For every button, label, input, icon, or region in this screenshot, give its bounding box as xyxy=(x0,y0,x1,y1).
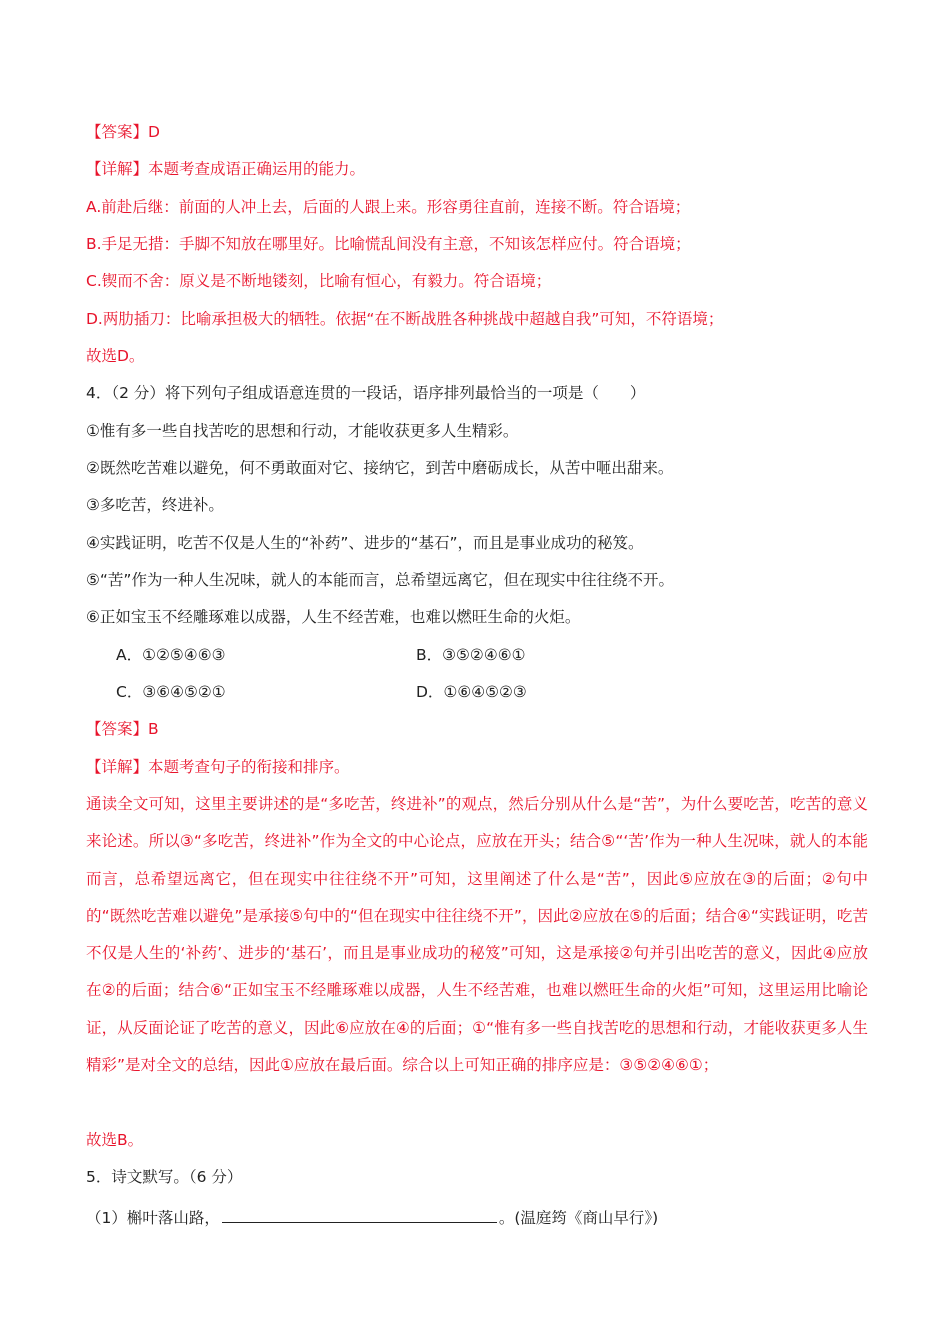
choice-text: ③⑥④⑤②① xyxy=(142,683,226,701)
q3-option-a: A.前赴后继：前面的人冲上去，后面的人跟上来。形容勇往直前，连接不断。符合语境； xyxy=(86,198,691,216)
q5-item-1 xyxy=(86,1204,658,1229)
q4-conclusion: 故选B。 xyxy=(86,1131,144,1149)
q4-sentence-2: ②既然吃苦难以避免，何不勇敢面对它、接纳它，到苦中磨砺成长，从苦中咂出甜来。 xyxy=(86,459,674,477)
q4-stem: 4．（2 分）将下列句子组成语意连贯的一段话，语序排列最恰当的一项是（ ） xyxy=(86,384,646,402)
q4-sentence-4: ④实践证明，吃苦不仅是人生的“补药”、进步的“基石”，而且是事业成功的秘笈。 xyxy=(86,534,644,552)
q3-detail: 【详解】本题考查成语正确运用的能力。 xyxy=(86,160,366,178)
q4-detail: 【详解】本题考查句子的衔接和排序。 xyxy=(86,758,350,776)
q4-answer: 【答案】B xyxy=(86,720,159,738)
q3-answer: 【答案】D xyxy=(86,123,160,141)
q4-sentence-1: ①惟有多一些自找苦吃的思想和行动，才能收获更多人生精彩。 xyxy=(86,422,519,440)
q4-choice-d[interactable] xyxy=(416,681,527,703)
q4-explanation: 通读全文可知，这里主要讲述的是“多吃苦，终进补”的观点，然后分别从什么是“苦”，为什么要吃苦，吃苦的意义来论述。所以③“多吃苦，终进补”作为全文的中心论点，应放在开头；结合⑤“‘苦’作为一种人生况味，就人的本能而言，总希望远离它，但在现实中往往绕不开”可知，这里阐述了什么是“苦”，因此⑤应放在③的后面；②句中的“既然吃苦难以避免”是承接⑤句中的“但在现实中往往绕不开”，因此②应放在⑤的后面；结合④“实践证明，吃苦不仅是人生的‘补药’、进步的‘基石’，而且是事业成功的秘笈”可知，这是承接②句并引出吃苦的意义，因此④应放在②的后面；结合⑥“正如宝玉不经雕琢难以成器，人生不经苦难，也难以燃旺生命的火炬”可知，这里运用比喻论证，从反面论证了吃苦的意义，因此⑥应放在④的后面；①“惟有多一些自找苦吃的思想和行动，才能收获更多人生精彩”是对全文的总结，因此①应放在最后面。综合以上可知正确的排序应是：③⑤②④⑥①； xyxy=(86,795,868,1075)
choice-letter: C． xyxy=(116,683,143,701)
q4-choice-b[interactable] xyxy=(416,644,526,666)
choice-text: ①⑥④⑤②③ xyxy=(443,683,527,701)
q4-sentence-6: ⑥正如宝玉不经雕琢难以成器，人生不经苦难，也难以燃旺生命的火炬。 xyxy=(86,608,581,626)
choice-text: ①②⑤④⑥③ xyxy=(142,646,226,664)
q3-option-c: C.锲而不舍：原义是不断地镂刻，比喻有恒心，有毅力。符合语境； xyxy=(86,272,552,290)
q4-choice-c[interactable] xyxy=(116,681,226,703)
fill-blank[interactable] xyxy=(222,1204,497,1223)
q5-stem: 5．诗文默写。（6 分） xyxy=(86,1168,243,1186)
q4-sentence-5: ⑤“苦”作为一种人生况味，就人的本能而言，总希望远离它，但在现实中往往绕不开。 xyxy=(86,571,674,589)
q3-option-d: D.两肋插刀：比喻承担极大的牺牲。依据“在不断战胜各种挑战中超越自我”可知，不符语境； xyxy=(86,310,724,328)
choice-letter: A． xyxy=(116,646,143,664)
q3-conclusion: 故选D。 xyxy=(86,347,145,365)
q3-option-b: B.手足无措：手脚不知放在哪里好。比喻慌乱间没有主意，不知该怎样应付。符合语境； xyxy=(86,235,691,253)
choice-text: ③⑤②④⑥① xyxy=(442,646,526,664)
q5-item-1-suffix: 。(温庭筠《商山早行》) xyxy=(498,1209,659,1227)
choice-letter: B． xyxy=(416,646,443,664)
q4-sentence-3: ③多吃苦，终进补。 xyxy=(86,496,224,514)
q5-item-1-prefix: （1）槲叶落山路， xyxy=(86,1209,220,1227)
q4-choice-a[interactable] xyxy=(116,644,225,666)
choice-letter: D． xyxy=(416,683,444,701)
